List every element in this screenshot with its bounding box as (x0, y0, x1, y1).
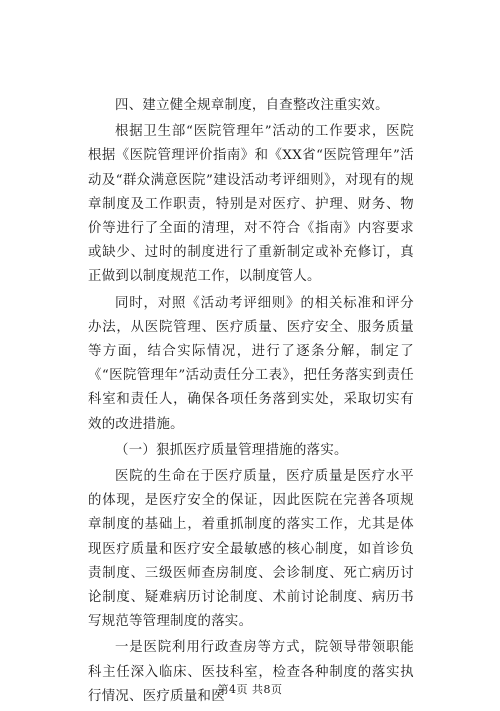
body-paragraph: 医院的生命在于医疗质量，医疗质量是医疗水平的体现，是医疗安全的保证，因此医院在完善各项规章制度的基础上，着重抓制度的落实工作，尤其是体现医疗质量和医疗安全最敏感的核心制度，如首诊负责制度、三级医师查房制度、会诊制度、死亡病历讨论制度、疑难病历讨论制度、术前讨论制度、病历书写规范等管理制度的落实。 (88, 469, 414, 630)
body-paragraph: 一是医院利用行政查房等方式，院领导带领职能科主任深入临床、医技科室，检查各种制度的落实执行情况、医疗质量和医 (88, 640, 414, 704)
body-paragraph: 同时，对照《活动考评细则》的相关标准和评分办法，从医院管理、医疗质量、医疗安全、服务质量等方面，结合实际情况，进行了逐条分解，制定了《“医院管理年”活动责任分工表》，把任务落实到责任科室和责任人，确保各项任务落到实处，采取切实有效的改进措施。 (88, 295, 414, 432)
section-heading: 四、建立健全规章制度，自查整改注重实效。 (115, 98, 389, 113)
body-paragraph: 根据卫生部“医院管理年”活动的工作要求，医院根据《医院管理评价指南》和《XX省“医院管理年”活动及“群众满意医院”建设活动考评细则》，对现有的规章制度及工作职责，特别是对医疗、护理、财务、物价等进行了全面的清理，对不符合《指南》内容要求或缺少、过时的制度进行了重新制定或补充修订，真正做到以制度规范工作，以制度管人。 (88, 124, 414, 285)
document-body (88, 94, 414, 711)
page-number-footer: 第4页 共8页 (217, 683, 283, 696)
subsection-heading: （一）狠抓医疗质量管理措施的落实。 (115, 442, 348, 458)
